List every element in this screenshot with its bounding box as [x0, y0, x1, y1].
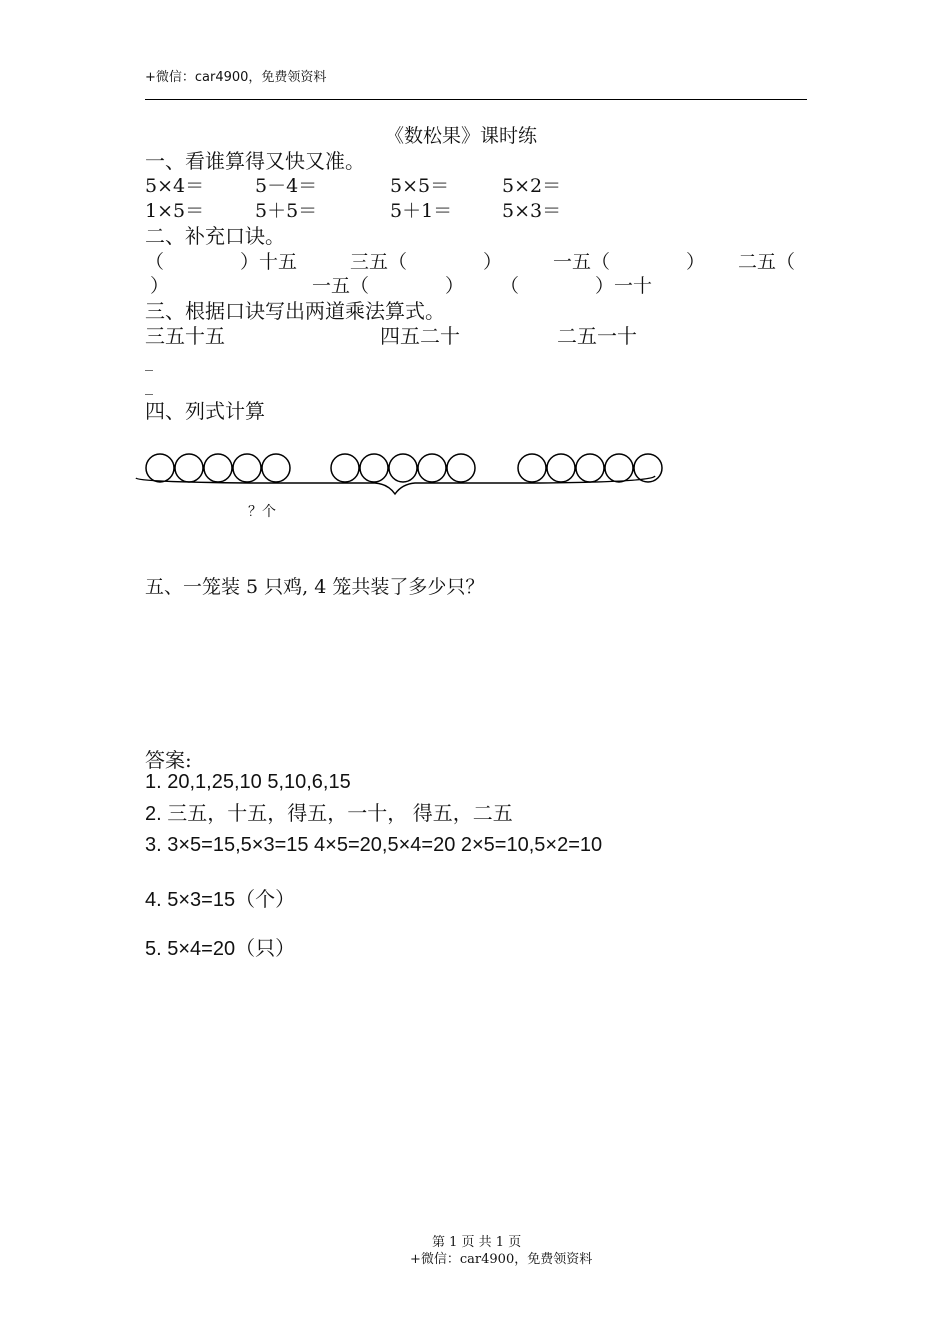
section2-blank: （ ）十五: [145, 251, 298, 273]
section1-row1-item: 5×4＝: [145, 175, 205, 197]
section1-row1-item: 5－4＝: [255, 175, 318, 197]
page-title: 《数松果》课时练: [385, 125, 538, 147]
pinecone-circle: [233, 454, 261, 482]
page-number: 第 1 页 共 1 页: [432, 1235, 522, 1250]
section1-row1-item: 5×5＝: [390, 175, 450, 197]
section3-item: 二五一十: [557, 324, 637, 348]
header-text: +微信：car4900，免费领资料: [145, 70, 327, 85]
header-divider: [145, 99, 807, 100]
section5-question: 五、一笼装 5 只鸡, 4 笼共装了多少只？: [145, 576, 485, 598]
section1-row1-item: 5×2＝: [502, 175, 562, 197]
brace: [136, 476, 655, 494]
pinecone-circle: [331, 454, 359, 482]
pinecone-circle: [518, 454, 546, 482]
answer-line: 5. 5×4=20（只）: [145, 938, 296, 960]
pinecone-circle: [634, 454, 662, 482]
answer-blank: _: [145, 352, 153, 371]
section2-blank: 二五（: [738, 251, 796, 273]
section1-row2-item: 5×3＝: [502, 200, 562, 222]
section3-heading: 三、根据口诀写出两道乘法算式。: [145, 299, 445, 323]
section4-heading: 四、列式计算: [145, 399, 265, 423]
section2-blank: 一五（ ）: [312, 275, 465, 297]
section3-item: 四五二十: [380, 324, 460, 348]
pinecone-circle: [547, 454, 575, 482]
brace-label: ？个: [248, 504, 276, 520]
section2-heading: 二、补充口诀。: [145, 224, 285, 248]
pinecone-circle: [204, 454, 232, 482]
footer-text: +微信：car4900，免费领资料: [410, 1252, 593, 1267]
section1-heading: 一、看谁算得又快又准。: [145, 149, 365, 173]
answers-heading: 答案:: [145, 748, 192, 772]
section3-item: 三五十五: [145, 324, 225, 348]
pinecone-circle: [389, 454, 417, 482]
section1-row2-item: 5＋1＝: [390, 200, 453, 222]
pinecone-circle: [605, 454, 633, 482]
answer-line: 1. 20,1,25,10 5,10,6,15: [145, 771, 351, 793]
section2-blank: 三五（ ）: [350, 251, 503, 273]
pinecone-circle: [418, 454, 446, 482]
section2-blank: （ ）一十: [500, 275, 653, 297]
section2-blank: ）: [150, 275, 170, 297]
answer-blank: _: [145, 376, 153, 395]
pinecone-diagram: [130, 448, 670, 504]
answer-line: 4. 5×3=15（个）: [145, 889, 296, 911]
pinecone-circle: [146, 454, 174, 482]
section1-row2-item: 5＋5＝: [255, 200, 318, 222]
pinecone-circle: [576, 454, 604, 482]
section2-blank: 一五（ ）: [553, 251, 706, 273]
pinecone-circle: [175, 454, 203, 482]
pinecone-circle: [262, 454, 290, 482]
answer-line: 2. 三五，十五，得五，一十， 得五，二五: [145, 803, 513, 825]
pinecone-circle: [447, 454, 475, 482]
pinecone-circle: [360, 454, 388, 482]
section1-row2-item: 1×5＝: [145, 200, 205, 222]
answer-line: 3. 3×5=15,5×3=15 4×5=20,5×4=20 2×5=10,5×2=10: [145, 834, 603, 856]
